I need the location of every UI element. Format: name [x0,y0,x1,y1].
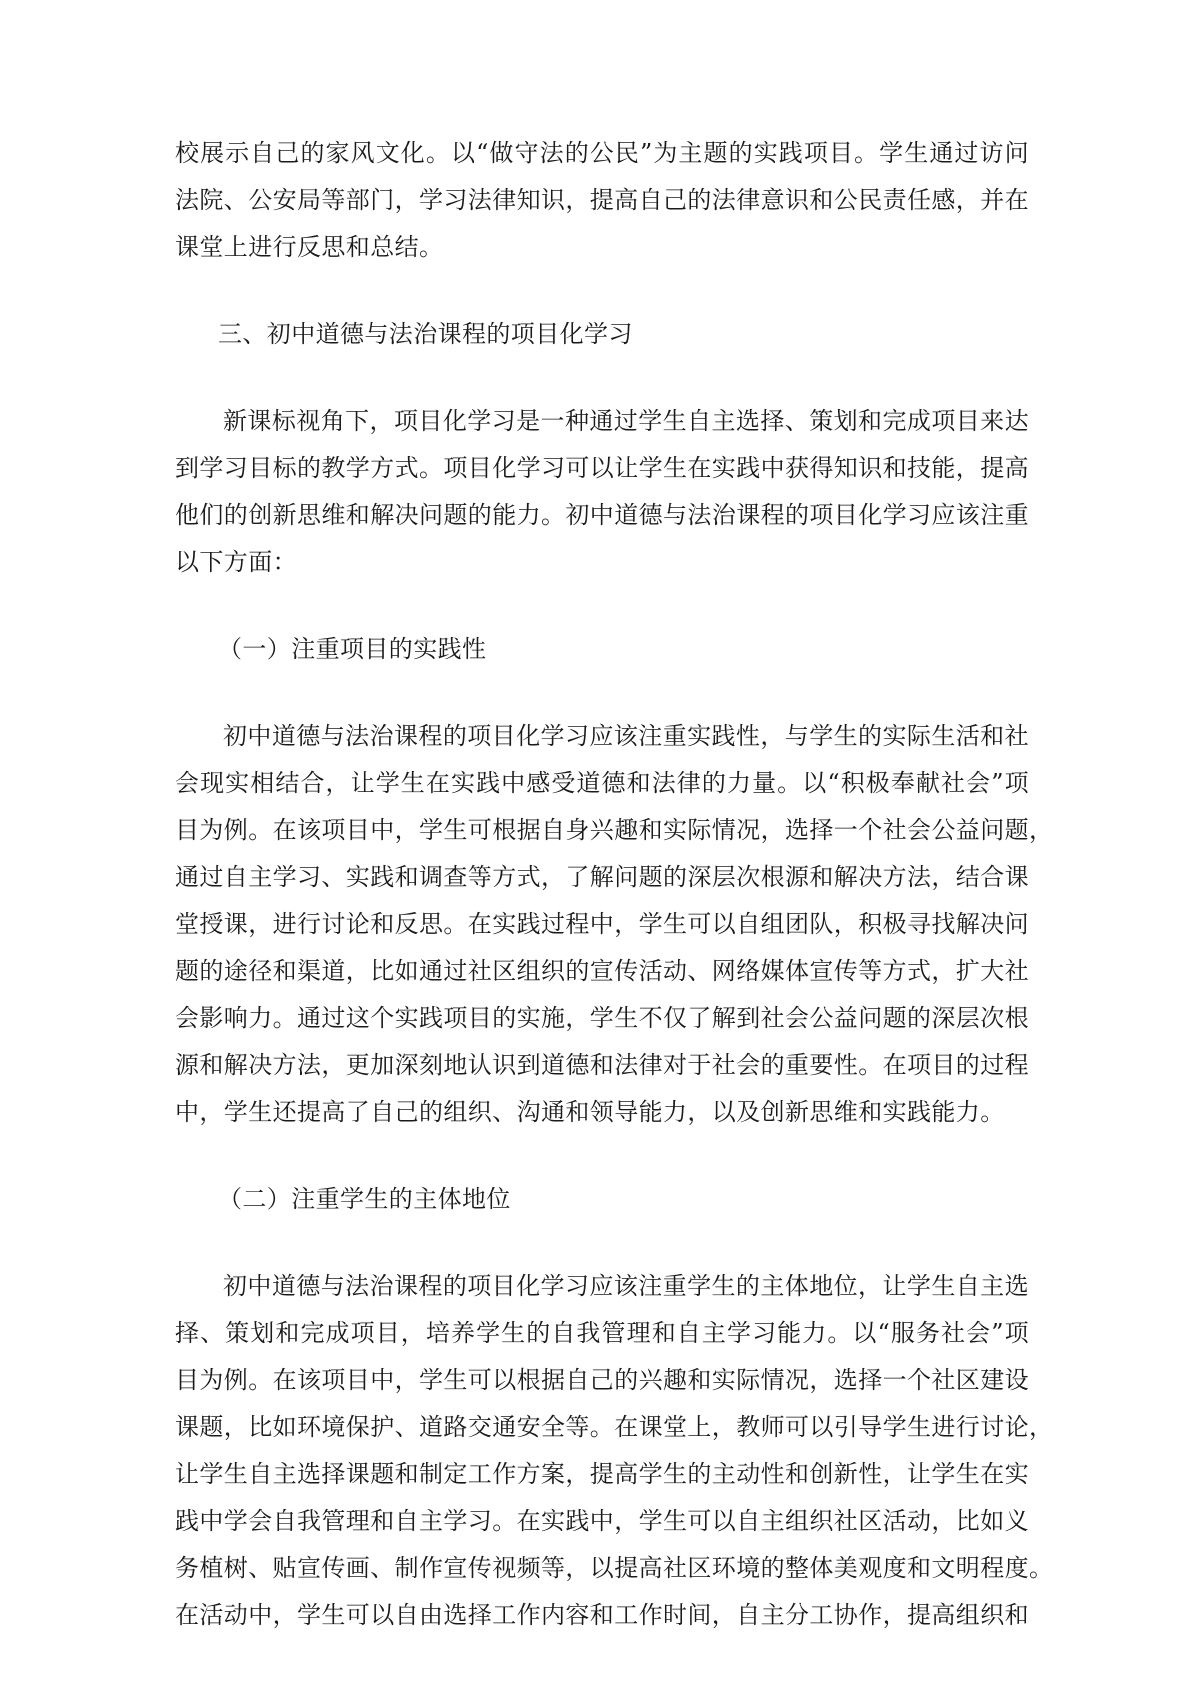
text-line: 题的途径和渠道，比如通过社区组织的宣传活动、网络媒体宣传等方式，扩大社 [175,957,1029,985]
text-line: 会影响力。通过这个实践项目的实施，学生不仅了解到社会公益问题的深层次根 [175,1004,1029,1032]
text-line: 以下方面： [175,548,297,576]
text-line: 务植树、贴宣传画、制作宣传视频等，以提高社区环境的整体美观度和文明程度。 [175,1554,1054,1582]
text-line: 法院、公安局等部门，学习法律知识，提高自己的法律意识和公民责任感，并在 [175,186,1029,214]
text-line: 课堂上进行反思和总结。 [175,233,444,261]
section-heading [175,311,1029,358]
text-line: 课题，比如环境保护、道路交通安全等。在课堂上，教师可以引导学生进行讨论， [175,1413,1054,1441]
paragraph-continuation [175,130,1029,271]
text-line: 校展示自己的家风文化。以“做守法的公民”为主题的实践项目。学生通过访问 [175,139,1029,167]
paragraph-student-subject [175,1263,1054,1639]
text-line: 践中学会自我管理和自主学习。在实践中，学生可以自主组织社区活动，比如义 [175,1507,1029,1535]
document-page [175,130,1054,1639]
paragraph-practice [175,713,1054,1136]
text-line: 新课标视角下，项目化学习是一种通过学生自主选择、策划和完成项目来达 [223,407,1029,435]
subsection-heading-text: （一）注重项目的实践性 [218,635,487,663]
text-line: 堂授课，进行讨论和反思。在实践过程中，学生可以自组团队，积极寻找解决问 [175,910,1029,938]
text-line: 在活动中，学生可以自由选择工作内容和工作时间，自主分工协作，提高组织和 [175,1601,1029,1629]
text-line: 中，学生还提高了自己的组织、沟通和领导能力，以及创新思维和实践能力。 [175,1098,1005,1126]
text-line: 到学习目标的教学方式。项目化学习可以让学生在实践中获得知识和技能，提高 [175,454,1029,482]
paragraph-intro [175,398,1029,586]
text-line: 让学生自主选择课题和制定工作方案，提高学生的主动性和创新性，让学生在实 [175,1460,1029,1488]
subsection-heading-text: （二）注重学生的主体地位 [218,1185,511,1213]
section-heading-text: 三、初中道德与法治课程的项目化学习 [218,320,633,348]
text-line: 择、策划和完成项目，培养学生的自我管理和自主学习能力。以“服务社会”项 [175,1319,1029,1347]
text-line: 源和解决方法，更加深刻地认识到道德和法律对于社会的重要性。在项目的过程 [175,1051,1029,1079]
subsection-heading [175,626,1029,673]
text-line: 目为例。在该项目中，学生可根据自身兴趣和实际情况，选择一个社会公益问题， [175,816,1054,844]
text-line: 通过自主学习、实践和调查等方式，了解问题的深层次根源和解决方法，结合课 [175,863,1029,891]
subsection-heading [175,1176,1029,1223]
text-line: 目为例。在该项目中，学生可以根据自己的兴趣和实际情况，选择一个社区建设 [175,1366,1029,1394]
text-line: 初中道德与法治课程的项目化学习应该注重实践性，与学生的实际生活和社 [223,722,1029,750]
text-line: 他们的创新思维和解决问题的能力。初中道德与法治课程的项目化学习应该注重 [175,501,1029,529]
text-line: 会现实相结合，让学生在实践中感受道德和法律的力量。以“积极奉献社会”项 [175,769,1029,797]
text-line: 初中道德与法治课程的项目化学习应该注重学生的主体地位，让学生自主选 [223,1272,1029,1300]
